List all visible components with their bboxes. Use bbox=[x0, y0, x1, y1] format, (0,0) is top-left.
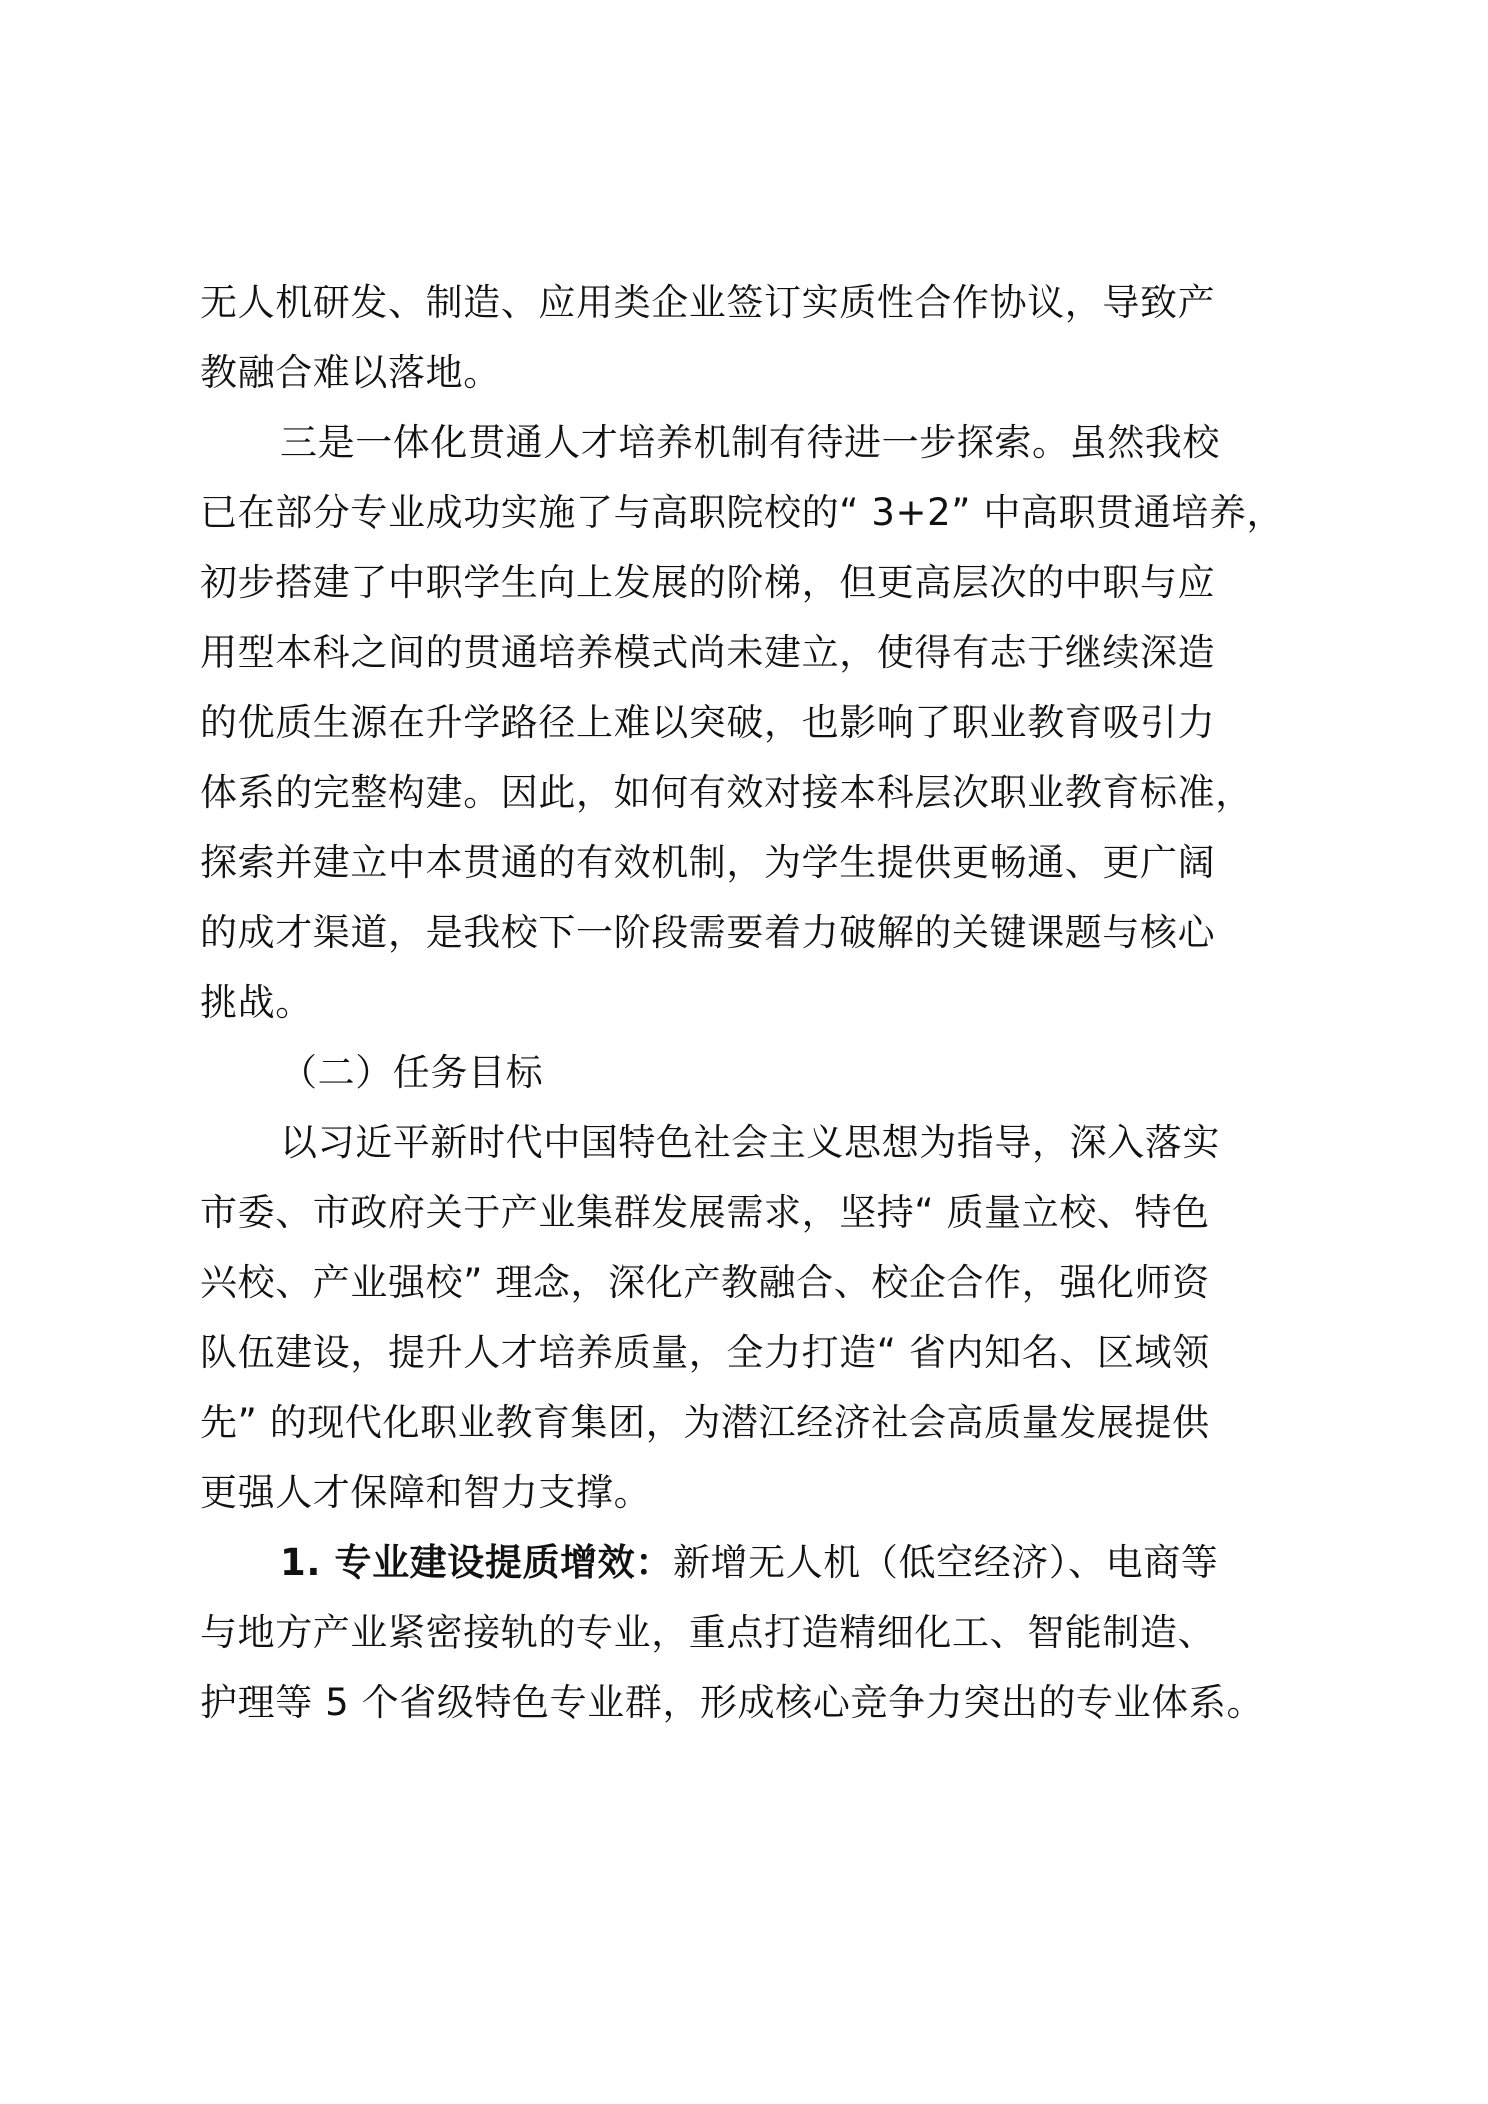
paragraph-2-line-9: 挑战。 bbox=[200, 981, 313, 1024]
paragraph-3-line-4: 队伍建设，提升人才培养质量，全力打造“ 省内知名、区域领 bbox=[200, 1331, 1210, 1374]
paragraph-2-line-8: 的成才渠道，是我校下一阶段需要着力破解的关键课题与核心 bbox=[200, 911, 1216, 954]
paragraph-2-line-6: 体系的完整构建。因此，如何有效对接本科层次职业教育标准， bbox=[200, 771, 1253, 814]
paragraph-3-line-2: 市委、市政府关于产业集群发展需求，坚持“ 质量立校、特色 bbox=[200, 1191, 1210, 1234]
paragraph-2-line-7: 探索并建立中本贯通的有效机制，为学生提供更畅通、更广阔 bbox=[200, 841, 1216, 884]
paragraph-2-line-4: 用型本科之间的贯通培养模式尚未建立，使得有志于继续深造 bbox=[200, 631, 1216, 674]
paragraph-3-line-5: 先” 的现代化职业教育集团，为潜江经济社会高质量发展提供 bbox=[200, 1401, 1210, 1444]
section-heading: （二）任务目标 bbox=[280, 1051, 544, 1094]
paragraph-2-line-5: 的优质生源在升学路径上难以突破，也影响了职业教育吸引力 bbox=[200, 701, 1216, 744]
paragraph-2-line-2: 已在部分专业成功实施了与高职院校的“ 3+2” 中高职贯通培养， bbox=[200, 491, 1285, 534]
paragraph-4-line-2: 与地方产业紧密接轨的专业，重点打造精细化工、智能制造、 bbox=[200, 1611, 1216, 1654]
paragraph-2-line-3: 初步搭建了中职学生向上发展的阶梯，但更高层次的中职与应 bbox=[200, 561, 1216, 604]
paragraph-4-bold-lead: 1. 专业建设提质增效： bbox=[280, 1541, 673, 1584]
paragraph-3-line-3: 兴校、产业强校” 理念，深化产教融合、校企合作，强化师资 bbox=[200, 1261, 1210, 1304]
paragraph-3-line-1: 以习近平新时代中国特色社会主义思想为指导，深入落实 bbox=[280, 1121, 1220, 1164]
paragraph-4-line-3: 护理等 5 个省级特色专业群，形成核心竞争力突出的专业体系。 bbox=[200, 1681, 1265, 1724]
paragraph-4-line-1-rest: 新增无人机（低空经济）、电商等 bbox=[672, 1541, 1219, 1584]
paragraph-4-line-1 bbox=[280, 1537, 1218, 1589]
paragraph-2-line-1: 三是一体化贯通人才培养机制有待进一步探索。虽然我校 bbox=[280, 421, 1220, 464]
paragraph-1-line-1: 无人机研发、制造、应用类企业签订实质性合作协议，导致产 bbox=[200, 281, 1216, 324]
paragraph-3-line-6: 更强人才保障和智力支撑。 bbox=[200, 1471, 652, 1514]
paragraph-1-line-2: 教融合难以落地。 bbox=[200, 351, 501, 394]
